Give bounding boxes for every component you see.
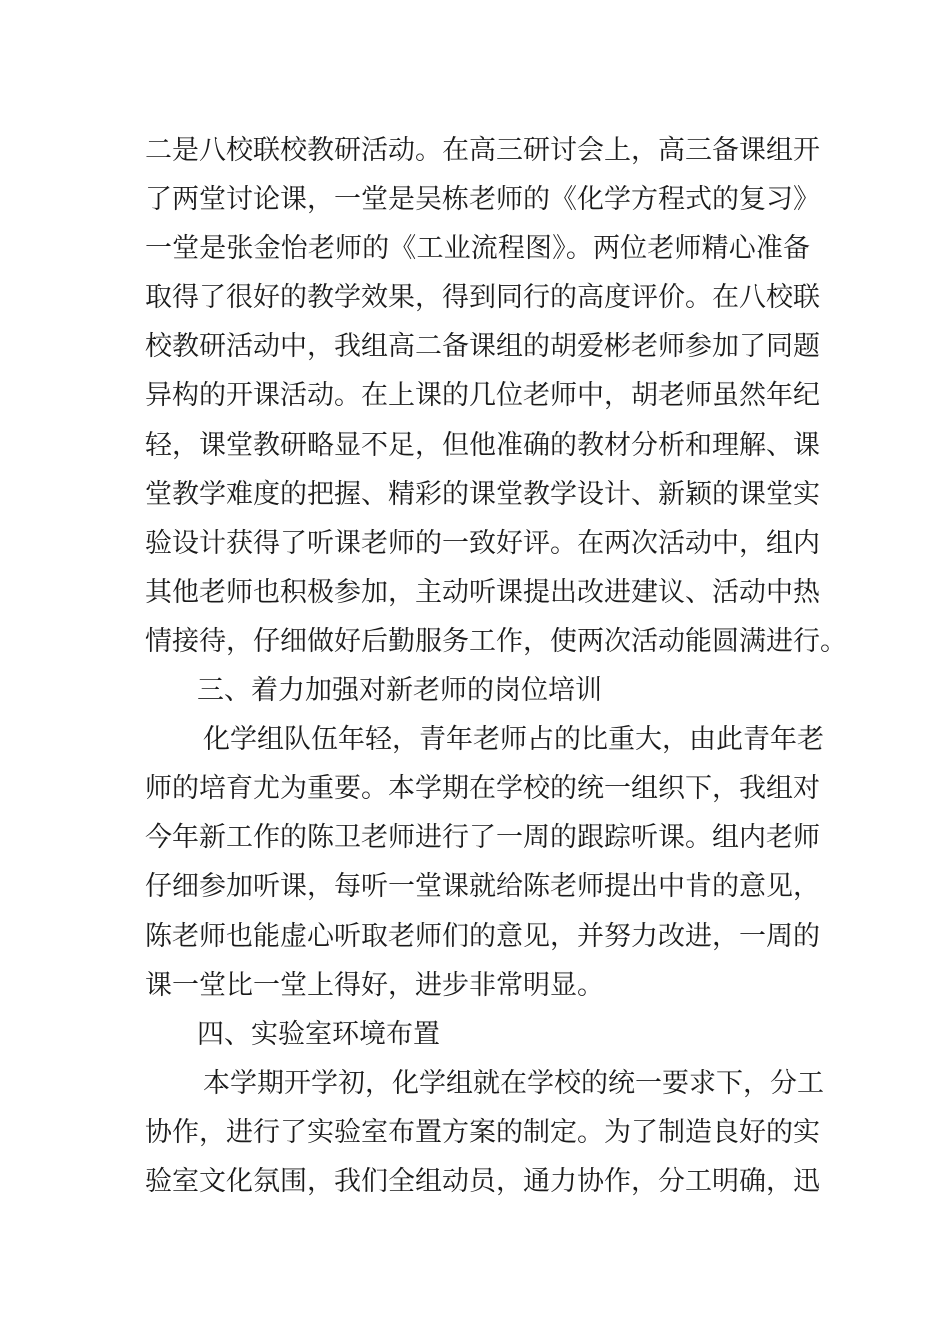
text-line: 异构的开课活动。在上课的几位老师中，胡老师虽然年纪 — [145, 380, 820, 412]
text-line: 校教研活动中，我组高二备课组的胡爱彬老师参加了同题 — [145, 331, 820, 363]
section-heading-lab — [145, 1010, 810, 1059]
text-line: 仔细参加听课，每听一堂课就给陈老师提出中肯的意见， — [145, 871, 820, 903]
text-line: 堂教学难度的把握、精彩的课堂教学设计、新颖的课堂实 — [145, 478, 820, 510]
paragraph-activities — [145, 126, 847, 666]
text-line: 了两堂讨论课，一堂是吴栋老师的《化学方程式的复习》 — [145, 184, 820, 216]
text-line: 轻，课堂教研略显不足，但他准确的教材分析和理解、课 — [145, 429, 820, 461]
text-line: 情接待，仔细做好后勤服务工作，使两次活动能圆满进行。 — [145, 625, 847, 657]
section-heading-training — [145, 666, 810, 715]
document-body — [145, 126, 847, 1206]
paragraph-lab — [145, 1059, 824, 1206]
text-line: 今年新工作的陈卫老师进行了一周的跟踪听课。组内老师 — [145, 822, 820, 854]
text-line: 本学期开学初，化学组就在学校的统一要求下，分工 — [203, 1067, 824, 1099]
section-heading: 三、着力加强对新老师的岗位培训 — [197, 675, 602, 707]
text-line: 验设计获得了听课老师的一致好评。在两次活动中，组内 — [145, 527, 820, 559]
paragraph-training — [145, 715, 824, 1010]
text-line: 协作，进行了实验室布置方案的制定。为了制造良好的实 — [145, 1116, 820, 1148]
text-line: 课一堂比一堂上得好，进步非常明显。 — [145, 969, 604, 1001]
text-line: 取得了很好的教学效果，得到同行的高度评价。在八校联 — [145, 282, 820, 314]
text-line: 师的培育尤为重要。本学期在学校的统一组织下，我组对 — [145, 773, 820, 805]
text-line: 陈老师也能虚心听取老师们的意见，并努力改进，一周的 — [145, 920, 820, 952]
section-heading: 四、实验室环境布置 — [197, 1018, 440, 1050]
text-line: 验室文化氛围，我们全组动员，通力协作，分工明确，迅 — [145, 1165, 820, 1197]
text-line: 一堂是张金怡老师的《工业流程图》。两位老师精心准备 — [145, 233, 810, 265]
text-line: 化学组队伍年轻，青年老师占的比重大，由此青年老 — [203, 724, 824, 756]
text-line: 二是八校联校教研活动。在高三研讨会上，高三备课组开 — [145, 135, 820, 166]
text-line: 其他老师也积极参加，主动听课提出改进建议、活动中热 — [145, 576, 820, 608]
